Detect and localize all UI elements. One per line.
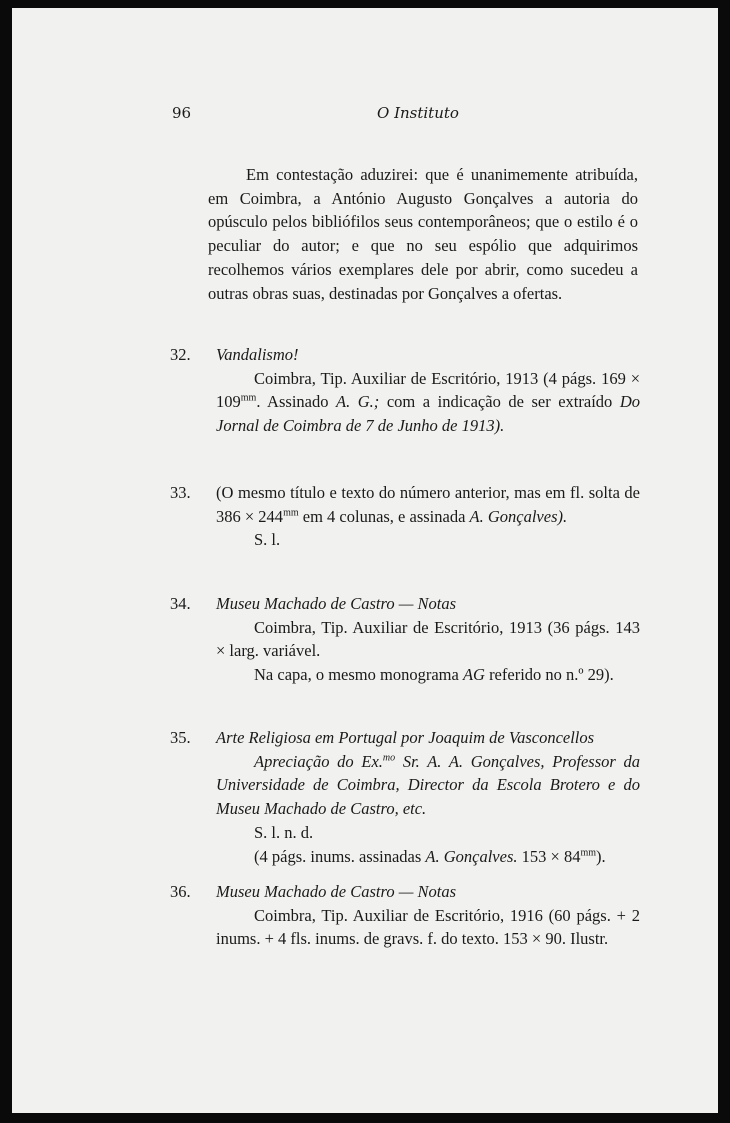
entry-place: S. l. — [254, 530, 281, 550]
entry-content — [216, 343, 640, 438]
entry-content — [216, 880, 640, 951]
entry-title: Museu Machado de Castro — Notas — [216, 882, 457, 901]
entry-content — [216, 592, 640, 687]
entry-number: 35. — [170, 728, 191, 747]
entry-subtitle: Apreciação do Ex.$^{mo}$ Sr. A. A. Gonçalves, Professor da Universidade de Coimbra, Director da Escola Brotero e do Museu Machado de Castro, etc. — [216, 751, 640, 819]
entry-content — [216, 481, 640, 552]
running-header — [172, 104, 642, 124]
entry-description: (4 págs. inums. assinadas A. Gonçalves. $153 \times 84^{mm}$). — [254, 846, 606, 866]
entry-title: Museu Machado de Castro — Notas — [216, 594, 457, 613]
entry-number: 34. — [170, 594, 191, 613]
entry-description: Coimbra, Tip. Auxiliar de Escritório, 1913 (36 págs. 143 × larg. variável. — [216, 617, 640, 661]
entry-number: 33. — [170, 483, 191, 502]
entry-number: 36. — [170, 882, 191, 901]
entry-description: Coimbra, Tip. Auxiliar de Escritório, 1913 (4 págs. $169 \times 109^{mm}$. Assinado A. G.; com a indicação de ser extraído Do Jornal de Coimbra de 7 de Junho de 1913). — [216, 368, 641, 436]
running-title: O Instituto — [377, 104, 459, 122]
entry-place: S. l. n. d. — [254, 822, 314, 842]
entry-title: Arte Religiosa em Portugal por Joaquim de Vasconcellos — [216, 728, 595, 747]
entry-description: Coimbra, Tip. Auxiliar de Escritório, 1916 (60 págs. + 2 inums. + 4 fls. inums. de gravs. f. do texto. 153 × 90. Ilustr. — [216, 905, 640, 949]
entry-description: (O mesmo título e texto do número anterior, mas em fl. solta de $386 \times 244^{mm}$ em 4 colunas, e assinada A. Gonçalves). — [216, 483, 640, 526]
entry-content — [216, 726, 640, 868]
entry-number: 32. — [170, 345, 191, 364]
entry-title: Vandalismo! — [216, 345, 299, 364]
page-number: 96 — [172, 104, 192, 122]
entry-note: Na capa, o mesmo monograma AG referido no n.º 29). — [254, 665, 614, 685]
intro-paragraph: Em contestação aduzirei: que é unanimemente atribuída, em Coimbra, a António Augusto Gonçalves a autoria do opúsculo pelos bibliófilos seus contemporâneos; que o estilo é o peculiar do autor; e que no seu espólio que adquirimos recolhemos vários exemplares dele por abrir, como sucedeu a outras obras suas, destinadas por Gonçalves a ofertas. — [208, 165, 638, 303]
